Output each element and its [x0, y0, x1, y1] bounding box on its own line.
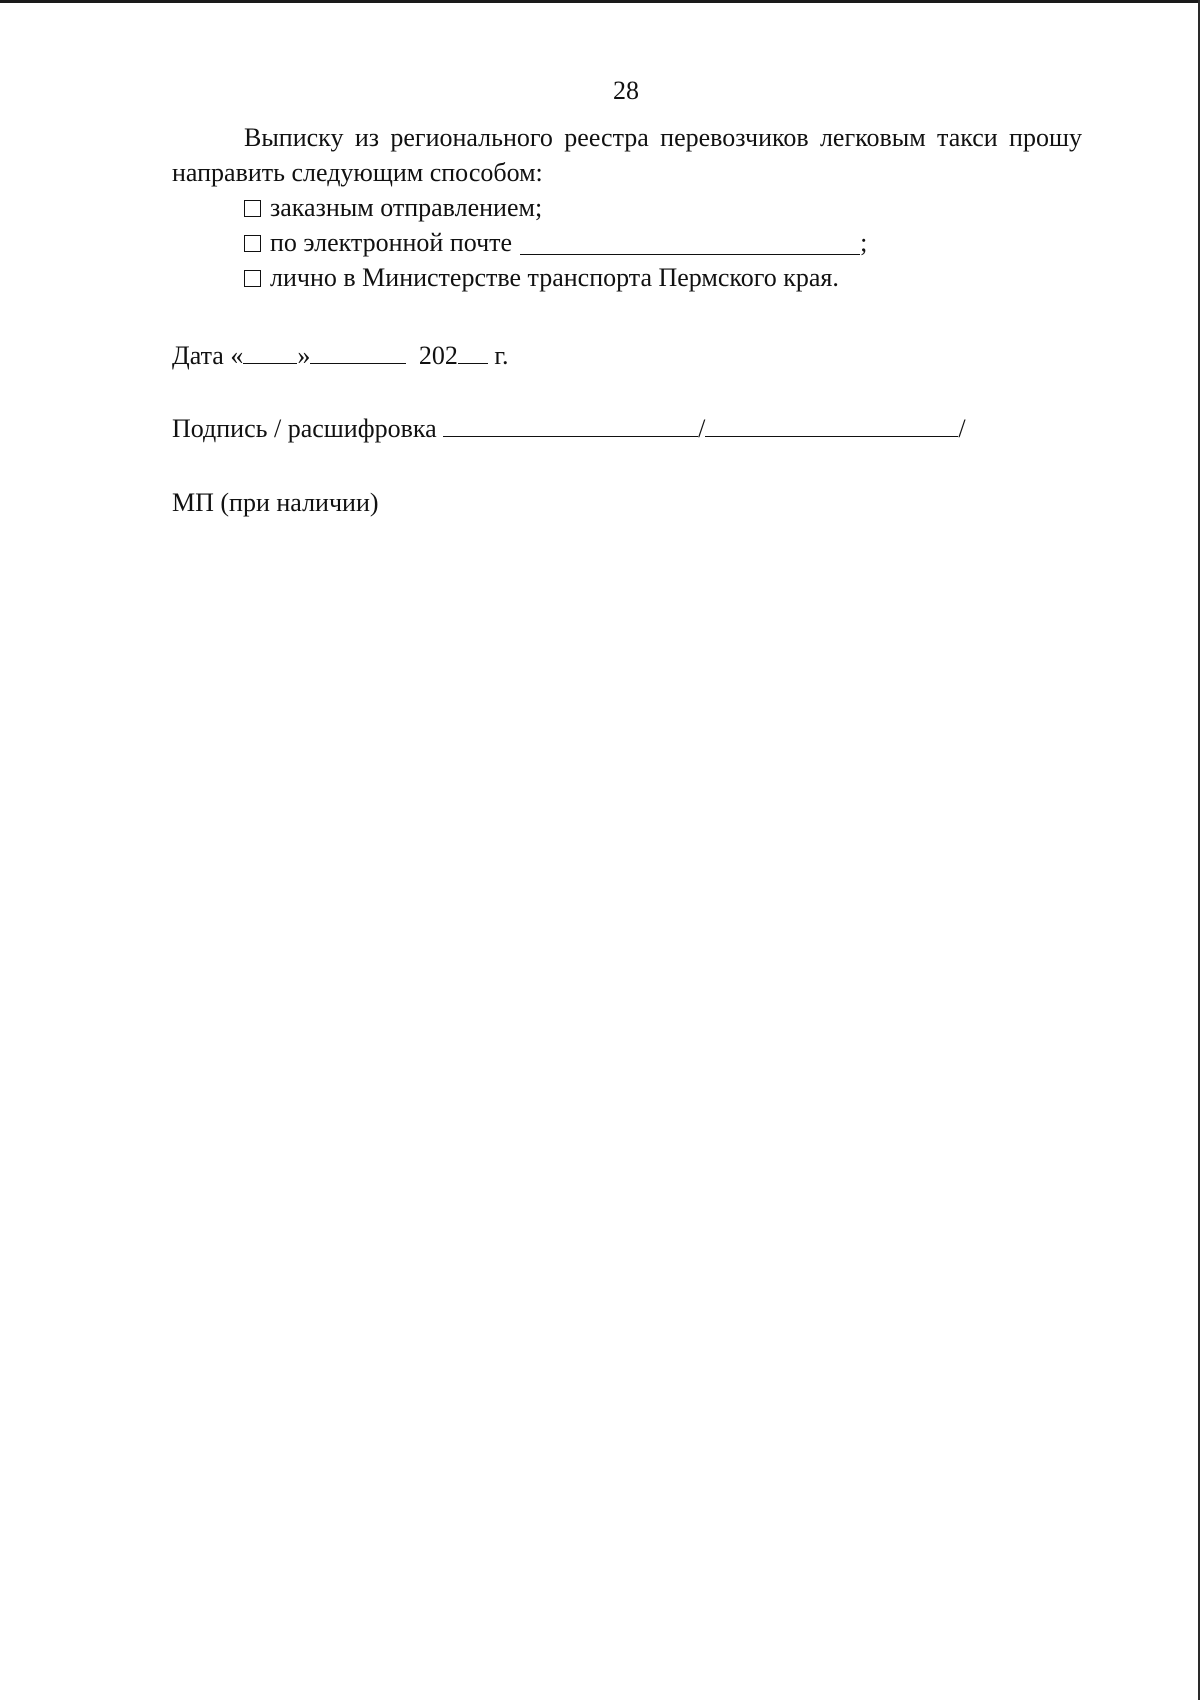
- option-in-person[interactable]: [244, 260, 1082, 295]
- year-suffix: г.: [494, 341, 509, 370]
- year-fill-line[interactable]: [458, 339, 488, 364]
- signature-label: Подпись / расшифровка: [172, 414, 437, 443]
- signature-fill-line[interactable]: [443, 412, 698, 437]
- option-registered-mail[interactable]: [244, 190, 1082, 225]
- year-prefix: 202: [418, 341, 458, 370]
- scan-edge-top: [0, 0, 1200, 3]
- page-number: 28: [613, 76, 639, 105]
- option-label: лично в Министерстве транспорта Пермского края.: [270, 263, 839, 292]
- checkbox-icon[interactable]: [244, 200, 261, 217]
- checkbox-icon[interactable]: [244, 270, 261, 287]
- date-line: [172, 339, 509, 371]
- option-label: заказным отправлением;: [270, 193, 543, 222]
- email-fill-line[interactable]: [520, 230, 860, 255]
- checkbox-icon[interactable]: [244, 235, 261, 252]
- stamp-line: МП (при наличии): [172, 488, 379, 517]
- day-fill-line[interactable]: [243, 339, 297, 364]
- date-open-quote: «: [230, 341, 244, 370]
- document-body: [172, 120, 1082, 295]
- transcript-fill-line[interactable]: [705, 412, 958, 437]
- intro-paragraph: Выписку из регионального реестра перевозчиков легковым такси прошу направить следующим способом:: [172, 123, 1082, 187]
- option-email[interactable]: [244, 225, 1082, 260]
- month-fill-line[interactable]: [310, 339, 406, 364]
- date-close-quote: »: [297, 341, 311, 370]
- date-label: Дата: [172, 341, 224, 370]
- signature-separator: /: [698, 414, 706, 443]
- signature-end: /: [958, 414, 966, 443]
- signature-line: [172, 412, 966, 444]
- option-suffix: ;: [860, 228, 868, 257]
- option-label: по электронной почте: [270, 228, 513, 257]
